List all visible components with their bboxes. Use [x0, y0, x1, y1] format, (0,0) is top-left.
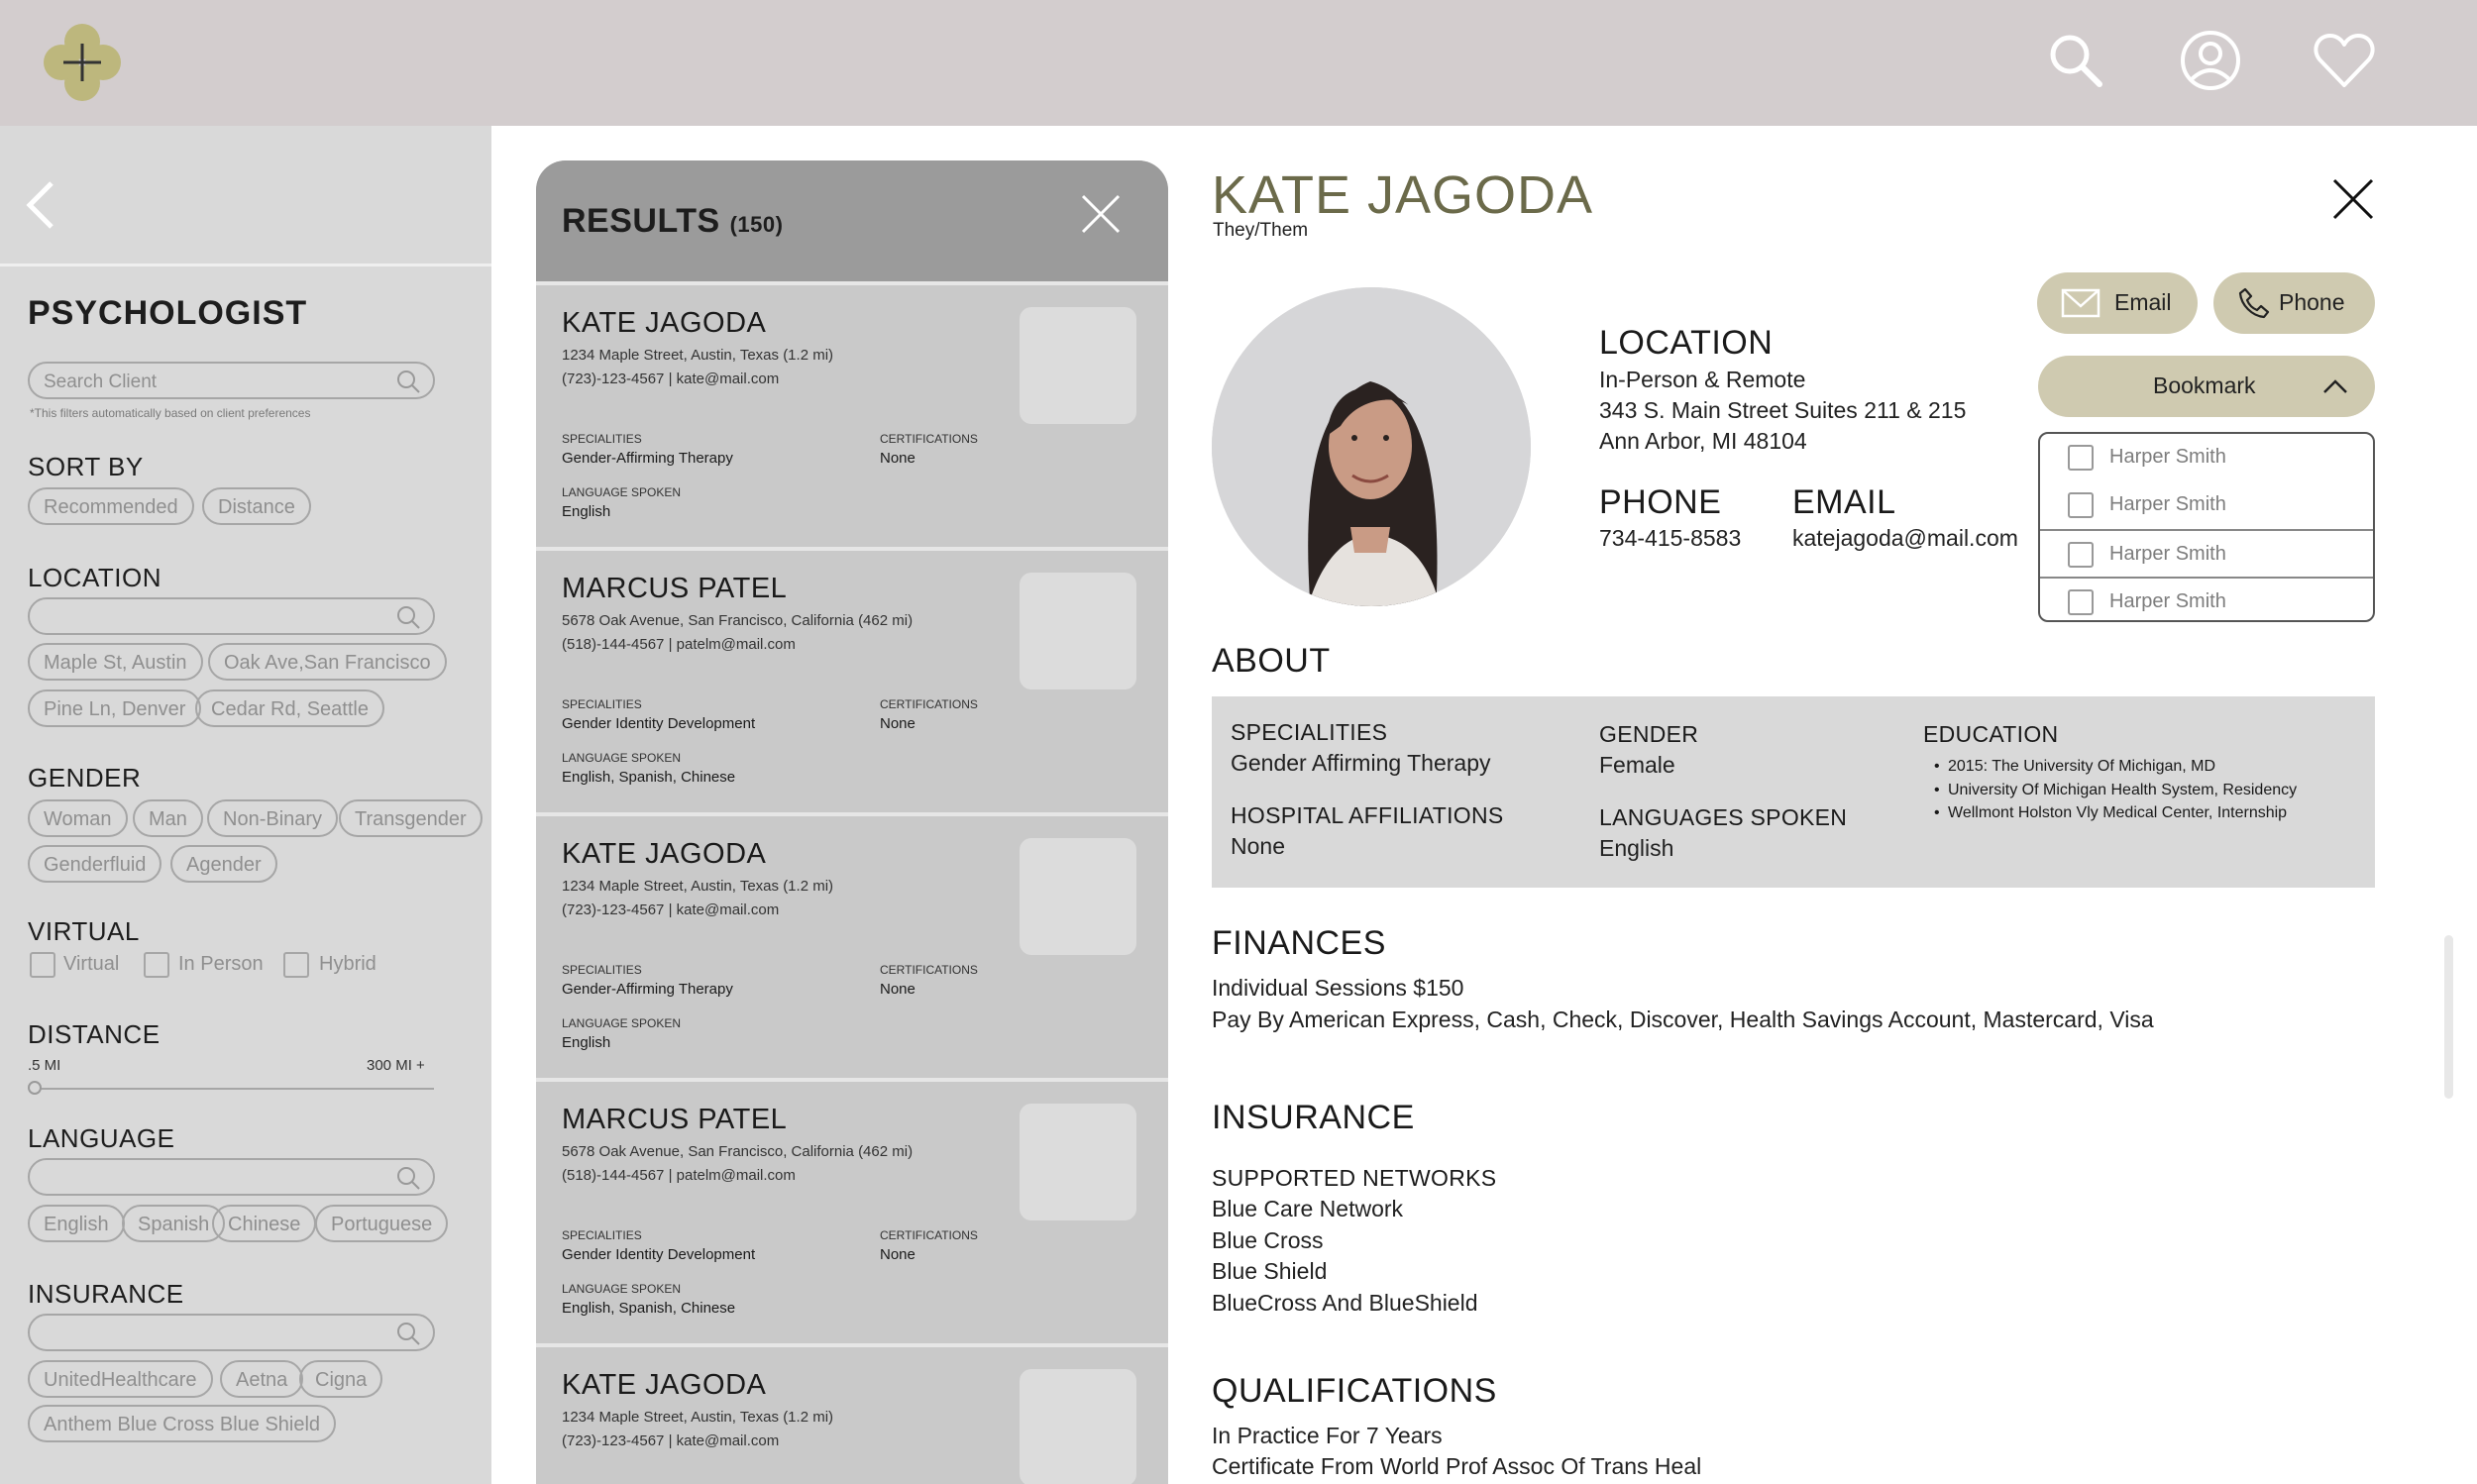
sidebar-back-row — [0, 126, 491, 266]
search-icon — [395, 1321, 421, 1346]
phone-icon — [2237, 286, 2271, 320]
phone-value: 734-415-8583 — [1599, 525, 1742, 551]
profile-name: KATE JAGODA — [1212, 165, 1594, 225]
hospital-label: HOSPITAL AFFILIATIONS — [1231, 802, 1504, 828]
result-address: 5678 Oak Avenue, San Francisco, California (462 mi) — [562, 1143, 914, 1160]
location-line: Ann Arbor, MI 48104 — [1599, 428, 1807, 454]
location-line: In-Person & Remote — [1599, 367, 1806, 392]
profile-pronouns: They/Them — [1213, 220, 1309, 241]
search-icon — [395, 604, 421, 630]
language-label: LANGUAGE SPOKEN — [562, 1282, 682, 1296]
result-name[interactable]: KATE JAGODA — [562, 838, 767, 870]
sort-option-recommended[interactable]: Recommended — [28, 487, 194, 525]
filter-sidebar — [0, 126, 491, 1484]
phone-button-label: Phone — [2279, 289, 2345, 315]
in-person-label: In Person — [178, 953, 264, 975]
avatar — [1212, 287, 1531, 606]
insurance-chip[interactable]: UnitedHealthcare — [28, 1360, 213, 1398]
language-chip[interactable]: Spanish — [122, 1205, 225, 1242]
close-icon[interactable] — [1079, 192, 1123, 236]
bookmark-option[interactable] — [2040, 481, 2373, 529]
education-item: • 2015: The University Of Michigan, MD — [1932, 755, 2297, 779]
distance-slider-track[interactable] — [34, 1088, 434, 1090]
gender-chip[interactable]: Man — [133, 799, 203, 837]
gender-heading: GENDER — [28, 763, 142, 793]
result-address: 5678 Oak Avenue, San Francisco, California (462 mi) — [562, 612, 914, 629]
gender-chip[interactable]: Non-Binary — [207, 799, 338, 837]
chevron-left-icon[interactable] — [22, 177, 61, 233]
insurance-chip[interactable]: Aetna — [220, 1360, 303, 1398]
virtual-heading: VIRTUAL — [28, 916, 140, 946]
gender-chip[interactable]: Genderfluid — [28, 845, 162, 883]
profile-photo — [1212, 287, 1531, 606]
gender-value: Female — [1599, 752, 1675, 778]
bookmark-option[interactable] — [2040, 529, 2373, 577]
finances-line: Pay By American Express, Cash, Check, Discover, Health Savings Account, Mastercard, Visa — [1212, 1007, 2154, 1032]
result-thumbnail — [1020, 838, 1136, 955]
result-card[interactable] — [536, 1078, 1168, 1339]
result-certification: None — [880, 1246, 915, 1263]
search-icon — [395, 369, 421, 394]
result-contact: (723)-123-4567 | kate@mail.com — [562, 901, 780, 918]
specialities-label: SPECIALITIES — [562, 963, 642, 977]
result-name[interactable]: MARCUS PATEL — [562, 573, 788, 604]
virtual-checkbox[interactable] — [30, 952, 55, 978]
specialities-value: Gender Affirming Therapy — [1231, 750, 1491, 776]
gender-chip[interactable]: Woman — [28, 799, 128, 837]
network-item: Blue Shield — [1212, 1258, 1328, 1284]
location-chip[interactable]: Maple St, Austin — [28, 643, 203, 681]
search-client-input[interactable] — [28, 362, 435, 399]
bookmark-checkbox[interactable] — [2068, 589, 2094, 615]
languages-label: LANGUAGES SPOKEN — [1599, 804, 1848, 830]
result-language: English, Spanish, Chinese — [562, 769, 736, 786]
gender-chip[interactable]: Transgender — [339, 799, 483, 837]
bookmark-checkbox[interactable] — [2068, 542, 2094, 568]
email-button[interactable] — [2037, 272, 2198, 334]
network-item: Blue Cross — [1212, 1227, 1324, 1253]
search-icon — [395, 1165, 421, 1191]
distance-slider-handle[interactable] — [28, 1081, 42, 1095]
bookmark-option-label: Harper Smith — [2109, 446, 2226, 468]
language-label: LANGUAGE SPOKEN — [562, 485, 682, 499]
sidebar-title: PSYCHOLOGIST — [28, 294, 308, 332]
results-panel — [536, 160, 1168, 1484]
search-client-placeholder: Search Client — [44, 371, 158, 392]
language-label: LANGUAGE SPOKEN — [562, 751, 682, 765]
location-search-input[interactable] — [28, 597, 435, 635]
results-header — [536, 160, 1168, 281]
bookmark-checkbox[interactable] — [2068, 492, 2094, 518]
education-item: • Wellmont Holston Vly Medical Center, Internship — [1932, 801, 2297, 825]
location-heading: LOCATION — [28, 563, 162, 592]
result-certification: None — [880, 981, 915, 998]
distance-heading: DISTANCE — [28, 1019, 161, 1049]
result-name[interactable]: KATE JAGODA — [562, 307, 767, 339]
result-contact: (518)-144-4567 | patelm@mail.com — [562, 1167, 796, 1184]
gender-label: GENDER — [1599, 721, 1699, 747]
email-heading: EMAIL — [1792, 483, 1896, 521]
in-person-checkbox[interactable] — [144, 952, 169, 978]
language-heading: LANGUAGE — [28, 1123, 175, 1153]
result-speciality: Gender-Affirming Therapy — [562, 450, 733, 467]
chevron-up-icon — [2322, 377, 2348, 395]
result-address: 1234 Maple Street, Austin, Texas (1.2 mi) — [562, 1409, 834, 1426]
result-address: 1234 Maple Street, Austin, Texas (1.2 mi) — [562, 347, 834, 364]
result-contact: (723)-123-4567 | kate@mail.com — [562, 371, 780, 387]
result-language: English, Spanish, Chinese — [562, 1300, 736, 1317]
bookmark-dropdown[interactable] — [2038, 356, 2375, 417]
top-bar — [0, 0, 2477, 126]
bookmark-checkbox[interactable] — [2068, 445, 2094, 471]
insurance-search-input[interactable] — [28, 1314, 435, 1351]
virtual-label: Virtual — [63, 953, 120, 975]
location-line: 343 S. Main Street Suites 211 & 215 — [1599, 397, 1967, 423]
languages-value: English — [1599, 835, 1674, 861]
finances-heading: FINANCES — [1212, 924, 1386, 962]
supported-networks-label: SUPPORTED NETWORKS — [1212, 1165, 1497, 1191]
qualifications-heading: QUALIFICATIONS — [1212, 1372, 1497, 1410]
education-item: • University Of Michigan Health System, Residency — [1932, 779, 2297, 802]
bookmark-option-label: Harper Smith — [2109, 493, 2226, 515]
distance-max-label: 300 MI + — [367, 1057, 425, 1074]
bookmark-option[interactable] — [2040, 577, 2373, 622]
phone-heading: PHONE — [1599, 483, 1722, 521]
location-heading: LOCATION — [1599, 324, 1774, 362]
bookmark-option-label: Harper Smith — [2109, 590, 2226, 612]
results-count: (150) — [729, 212, 784, 237]
gender-chip[interactable]: Agender — [170, 845, 277, 883]
specialities-label: SPECIALITIES — [562, 697, 642, 711]
envelope-icon — [2061, 286, 2100, 320]
certifications-label: CERTIFICATIONS — [880, 1228, 978, 1242]
result-card[interactable] — [536, 281, 1168, 543]
user-icon[interactable] — [2178, 28, 2243, 93]
insurance-heading: INSURANCE — [28, 1279, 184, 1309]
distance-min-label: .5 MI — [28, 1057, 61, 1074]
result-certification: None — [880, 715, 915, 732]
result-speciality: Gender-Affirming Therapy — [562, 981, 733, 998]
bookmark-option[interactable] — [2040, 434, 2373, 481]
network-item: Blue Care Network — [1212, 1196, 1404, 1221]
language-chip[interactable]: English — [28, 1205, 125, 1242]
detail-scrollbar[interactable] — [2444, 935, 2453, 1099]
specialities-label: SPECIALITIES — [562, 1228, 642, 1242]
result-card[interactable] — [536, 812, 1168, 1074]
about-heading: ABOUT — [1212, 642, 1331, 680]
result-speciality: Gender Identity Development — [562, 715, 756, 732]
sort-by-heading: SORT BY — [28, 452, 144, 481]
bookmark-button-label: Bookmark — [2153, 372, 2256, 398]
finances-line: Individual Sessions $150 — [1212, 975, 1464, 1001]
specialities-label: SPECIALITIES — [562, 432, 642, 446]
hospital-value: None — [1231, 833, 1285, 859]
location-chip[interactable]: Cedar Rd, Seattle — [195, 689, 384, 727]
language-chip[interactable]: Chinese — [212, 1205, 316, 1242]
heart-icon[interactable] — [2312, 28, 2377, 93]
result-name[interactable]: KATE JAGODA — [562, 1369, 767, 1401]
result-contact: (723)-123-4567 | kate@mail.com — [562, 1432, 780, 1449]
certifications-label: CERTIFICATIONS — [880, 963, 978, 977]
insurance-chip[interactable]: Anthem Blue Cross Blue Shield — [28, 1405, 336, 1442]
specialities-label: SPECIALITIES — [1231, 719, 1388, 745]
result-thumbnail — [1020, 1369, 1136, 1484]
sort-option-distance[interactable]: Distance — [202, 487, 311, 525]
result-language: English — [562, 503, 611, 520]
education-label: EDUCATION — [1923, 721, 2059, 747]
hybrid-checkbox[interactable] — [283, 952, 309, 978]
search-icon[interactable] — [2043, 28, 2108, 93]
close-icon[interactable] — [2330, 176, 2376, 222]
result-card[interactable] — [536, 1343, 1168, 1484]
certifications-label: CERTIFICATIONS — [880, 432, 978, 446]
language-search-input[interactable] — [28, 1158, 435, 1196]
result-certification: None — [880, 450, 915, 467]
language-chip[interactable]: Portuguese — [315, 1205, 448, 1242]
result-speciality: Gender Identity Development — [562, 1246, 756, 1263]
result-card[interactable] — [536, 547, 1168, 808]
bookmark-list — [2038, 432, 2375, 622]
location-chip[interactable]: Pine Ln, Denver — [28, 689, 201, 727]
result-language: English — [562, 1034, 611, 1051]
email-button-label: Email — [2114, 289, 2172, 315]
result-name[interactable]: MARCUS PATEL — [562, 1104, 788, 1135]
insurance-heading: INSURANCE — [1212, 1099, 1415, 1136]
language-label: LANGUAGE SPOKEN — [562, 1016, 682, 1030]
phone-button[interactable] — [2213, 272, 2375, 334]
plus-flower-logo-icon[interactable] — [44, 24, 121, 101]
education-list — [1932, 755, 2297, 825]
email-value: katejagoda@mail.com — [1792, 525, 2018, 551]
result-thumbnail — [1020, 1104, 1136, 1220]
network-item: BlueCross And BlueShield — [1212, 1290, 1478, 1316]
result-thumbnail — [1020, 573, 1136, 689]
filter-note: *This filters automatically based on client preferences — [30, 406, 311, 420]
result-contact: (518)-144-4567 | patelm@mail.com — [562, 636, 796, 653]
result-thumbnail — [1020, 307, 1136, 424]
result-address: 1234 Maple Street, Austin, Texas (1.2 mi) — [562, 878, 834, 895]
bookmark-option-label: Harper Smith — [2109, 543, 2226, 565]
qualification-line: In Practice For 7 Years — [1212, 1423, 1443, 1448]
results-title: RESULTS (150) — [562, 202, 784, 240]
qualification-line: Certificate From World Prof Assoc Of Trans Heal — [1212, 1453, 1702, 1479]
certifications-label: CERTIFICATIONS — [880, 697, 978, 711]
location-chip[interactable]: Oak Ave,San Francisco — [208, 643, 447, 681]
insurance-chip[interactable]: Cigna — [299, 1360, 382, 1398]
hybrid-label: Hybrid — [319, 953, 377, 975]
